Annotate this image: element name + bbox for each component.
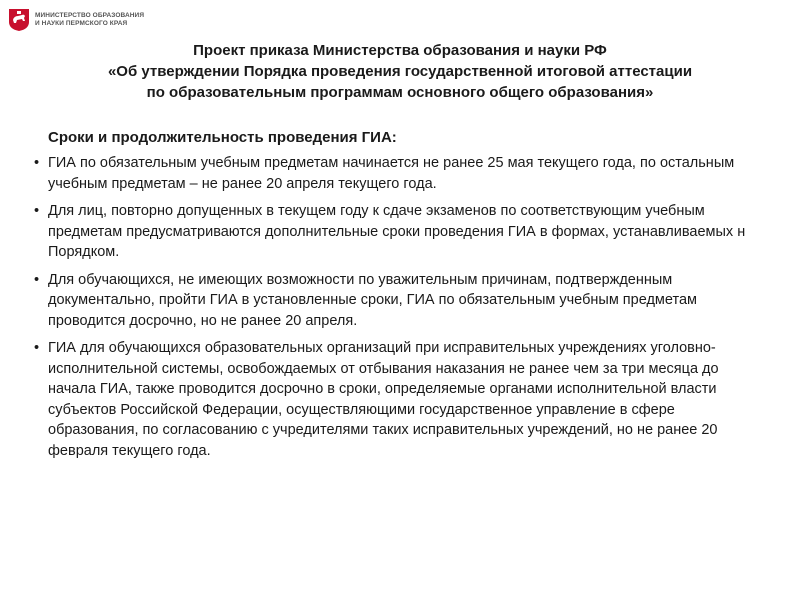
deadline-list	[34, 153, 764, 468]
section-subtitle: Сроки и продолжительность проведения ГИА:	[48, 129, 397, 146]
bullet-icon: •	[34, 340, 40, 356]
list-item	[34, 201, 764, 263]
ministry-name-line2: И НАУКИ ПЕРМСКОГО КРАЯ	[35, 20, 128, 27]
bullet-icon: •	[34, 271, 40, 288]
bullet-icon: •	[34, 155, 40, 171]
title-line3: по образовательным программам основного общего образования»	[146, 84, 654, 101]
list-item-text: ГИА для обучающихся образовательных организаций при исправительных учреждениях уголовно-исполнительной системы, освобождаемых от отбывания наказания не ранее чем за три месяца до начала ГИА, также проводится досрочно в сроки, определяемые органами исполнительной власти субъектов Российской Федерации, осуществляющими государственное управление в сфере образования, по согласованию с учредителями таких исправительных учреждений, но не ранее 20 февраля текущего года.	[48, 340, 719, 459]
list-item	[34, 153, 764, 194]
list-item	[34, 338, 764, 461]
list-item-text: Для обучающихся, не имеющих возможности по уважительным причинам, подтвержденным документально, пройти ГИА в установленные сроки, ГИА по обязательным учебным предметам проводится досрочно, но не ранее 20 апреля.	[48, 271, 697, 329]
list-item-text: ГИА по обязательным учебным предметам начинается не ранее 25 мая текущего года, по остальным учебным предметам – не ранее 20 апреля текущего года.	[48, 155, 735, 192]
perm-bear-emblem-icon	[8, 8, 30, 32]
list-item-text: Для лиц, повторно допущенных в текущем году к сдаче экзаменов по соответствующим учебным предметам предусматриваются дополнительные сроки проведения ГИА в формах, устанавливаемых н Порядком.	[48, 203, 746, 260]
title-line1: Проект приказа Министерства образования и науки РФ	[193, 42, 607, 59]
bullet-icon: •	[34, 203, 40, 219]
title-line2: «Об утверждении Порядка проведения государственной итоговой аттестации	[107, 63, 693, 80]
ministry-name	[35, 12, 144, 28]
list-item	[34, 270, 764, 332]
document-title	[0, 40, 800, 103]
ministry-logo	[8, 8, 144, 32]
ministry-name-line1: МИНИСТЕРСТВО ОБРАЗОВАНИЯ	[35, 12, 145, 19]
